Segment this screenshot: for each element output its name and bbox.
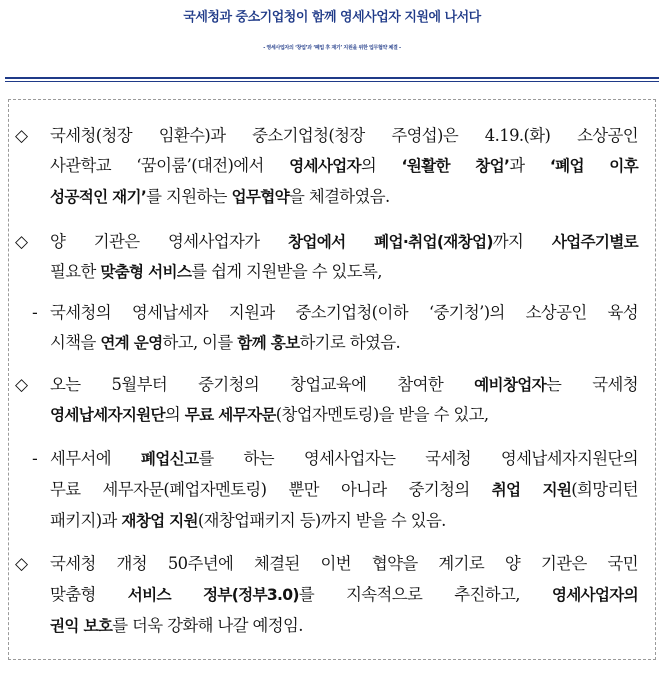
p1-line-3: 성공적인 재기’를 지원하는 업무협약을 체결하였음. [50, 187, 390, 206]
p2-sub-line-2: 시책을 연계 운영하고, 이를 함께 홍보하기로 하였음. [50, 333, 401, 352]
diamond-bullet-icon: ◇ [15, 232, 29, 252]
p4-line-2: 맞춤형 서비스 정부(정부3.0)를 지속적으로 추진하고, 영세사업자의 [50, 585, 639, 604]
dash-bullet: - [32, 303, 38, 322]
p3-sub-line-1: 세무서에 폐업신고를 하는 영세사업자는 국세청 영세납세자지원단의 [50, 449, 638, 468]
diamond-bullet-icon: ◇ [15, 126, 29, 146]
p1-line-2: 사관학교 ‘꿈이룸’(대전)에서 영세사업자의 ‘원활한 창업’과 ‘폐업 이후 [50, 156, 639, 175]
p2-line-2: 필요한 맞춤형 서비스를 쉽게 지원받을 수 있도록, [50, 262, 382, 281]
diamond-bullet-icon: ◇ [15, 554, 29, 574]
page-subtitle: - 영세사업자의 ‘창업’과 ‘폐업 후 재기’ 지원을 위한 업무협약 체결 - [263, 45, 401, 51]
title-underline-thin [5, 81, 659, 82]
title-underline-thick [5, 77, 659, 79]
p1-line-1: 국세청(청장 임환수)과 중소기업청(청장 주영섭)은 4.19.(화) 소상공인 [50, 126, 638, 145]
p2-sub-line-1: 국세청의 영세납세자 지원과 중소기업청(이하 ‘중기청’)의 소상공인 육성 [50, 303, 638, 322]
p4-line-3: 권익 보호를 더욱 강화해 나갈 예정임. [50, 616, 303, 635]
dash-bullet: - [32, 449, 38, 468]
p4-line-1: 국세청 개청 50주년에 체결된 이번 협약을 계기로 양 기관은 국민 [50, 554, 638, 573]
p3-sub-line-2: 무료 세무자문(폐업자멘토링) 뿐만 아니라 중기청의 취업 지원(희망리턴 [50, 480, 638, 499]
p3-sub-line-3: 패키지)과 재창업 지원(재창업패키지 등)까지 받을 수 있음. [50, 511, 446, 530]
p3-line-1: 오는 5월부터 중기청의 창업교육에 참여한 예비창업자는 국세청 [50, 375, 638, 394]
p2-line-1: 양 기관은 영세사업자가 창업에서 폐업·취업(재창업)까지 사업주기별로 [50, 232, 638, 251]
diamond-bullet-icon: ◇ [15, 375, 29, 395]
page-title: 국세청과 중소기업청이 함께 영세사업자 지원에 나서다 [183, 10, 481, 25]
p3-line-2: 영세납세자지원단의 무료 세무자문(창업자멘토링)을 받을 수 있고, [50, 405, 489, 424]
